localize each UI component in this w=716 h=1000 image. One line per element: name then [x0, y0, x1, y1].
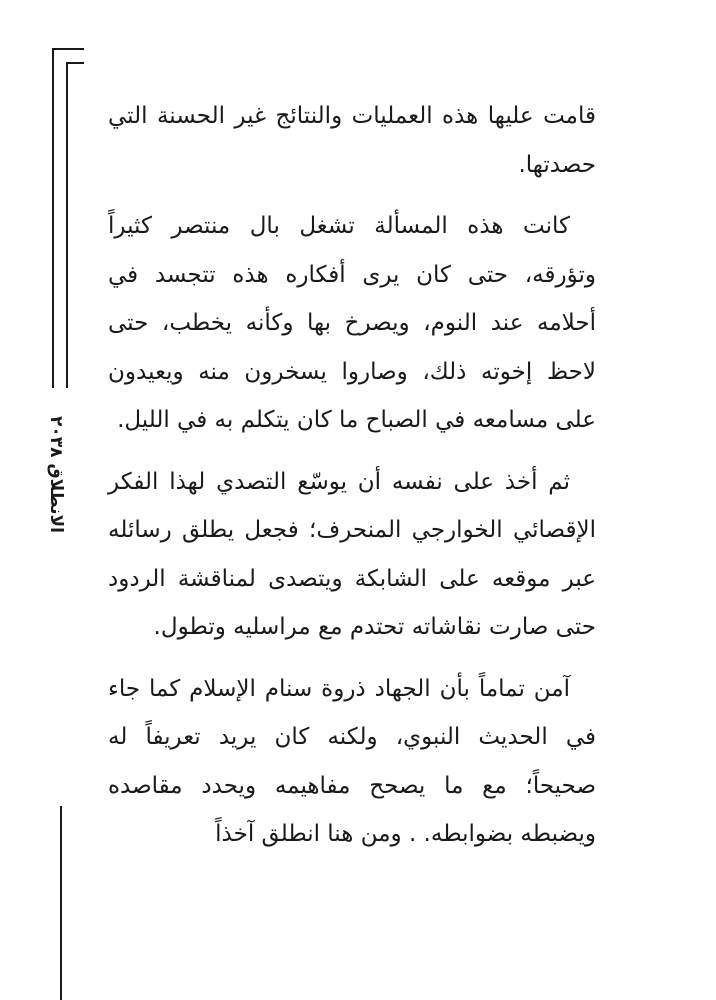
page-year: ٢٠٣٨ [46, 416, 66, 458]
text-block [108, 92, 596, 872]
frame-bottom-left-line [60, 806, 62, 1000]
frame-top-outer-line [52, 48, 84, 50]
frame-top-inner-line [66, 62, 84, 64]
paragraph-3: ثم أخذ على نفسه أن يوسّع التصدي لهذا الفكر الإقصائي الخوارجي المنحرف؛ فجعل يطلق رسائله عبر موقعه على الشابكة ويتصدى لمناقشة الردود حتى صارت نقاشاته تحتدم مع مراسليه وتطول. [108, 468, 596, 640]
paragraph-2: كانت هذه المسألة تشغل بال منتصر كثيراً وتؤرقه، حتى كان يرى أفكاره هذه تتجسد في أحلامه عند النوم، ويصرخ بها وكأنه يخطب، حتى لاحظ إخوته ذلك، وصاروا يسخرون منه ويعيدون على مسامعه في الصباح ما كان يتكلم به في الليل. [108, 213, 596, 433]
paragraph-4: آمن تماماً بأن الجهاد ذروة سنام الإسلام كما جاء في الحديث النبوي، ولكنه كان يريد تعريفاً له صحيحاً؛ مع ما يصحح مفاهيمه ويحدد مقاصده ويضبطه بضوابطه. . ومن هنا انطلق آخذاً [108, 675, 596, 847]
paragraph-1: قامت عليها هذه العمليات والنتائج غير الحسنة التي حصدتها. [108, 103, 596, 178]
frame-left-outer-line [52, 48, 54, 388]
book-title: الانطلاق [46, 463, 66, 533]
frame-left-inner-line [66, 62, 68, 388]
running-header [46, 400, 66, 533]
